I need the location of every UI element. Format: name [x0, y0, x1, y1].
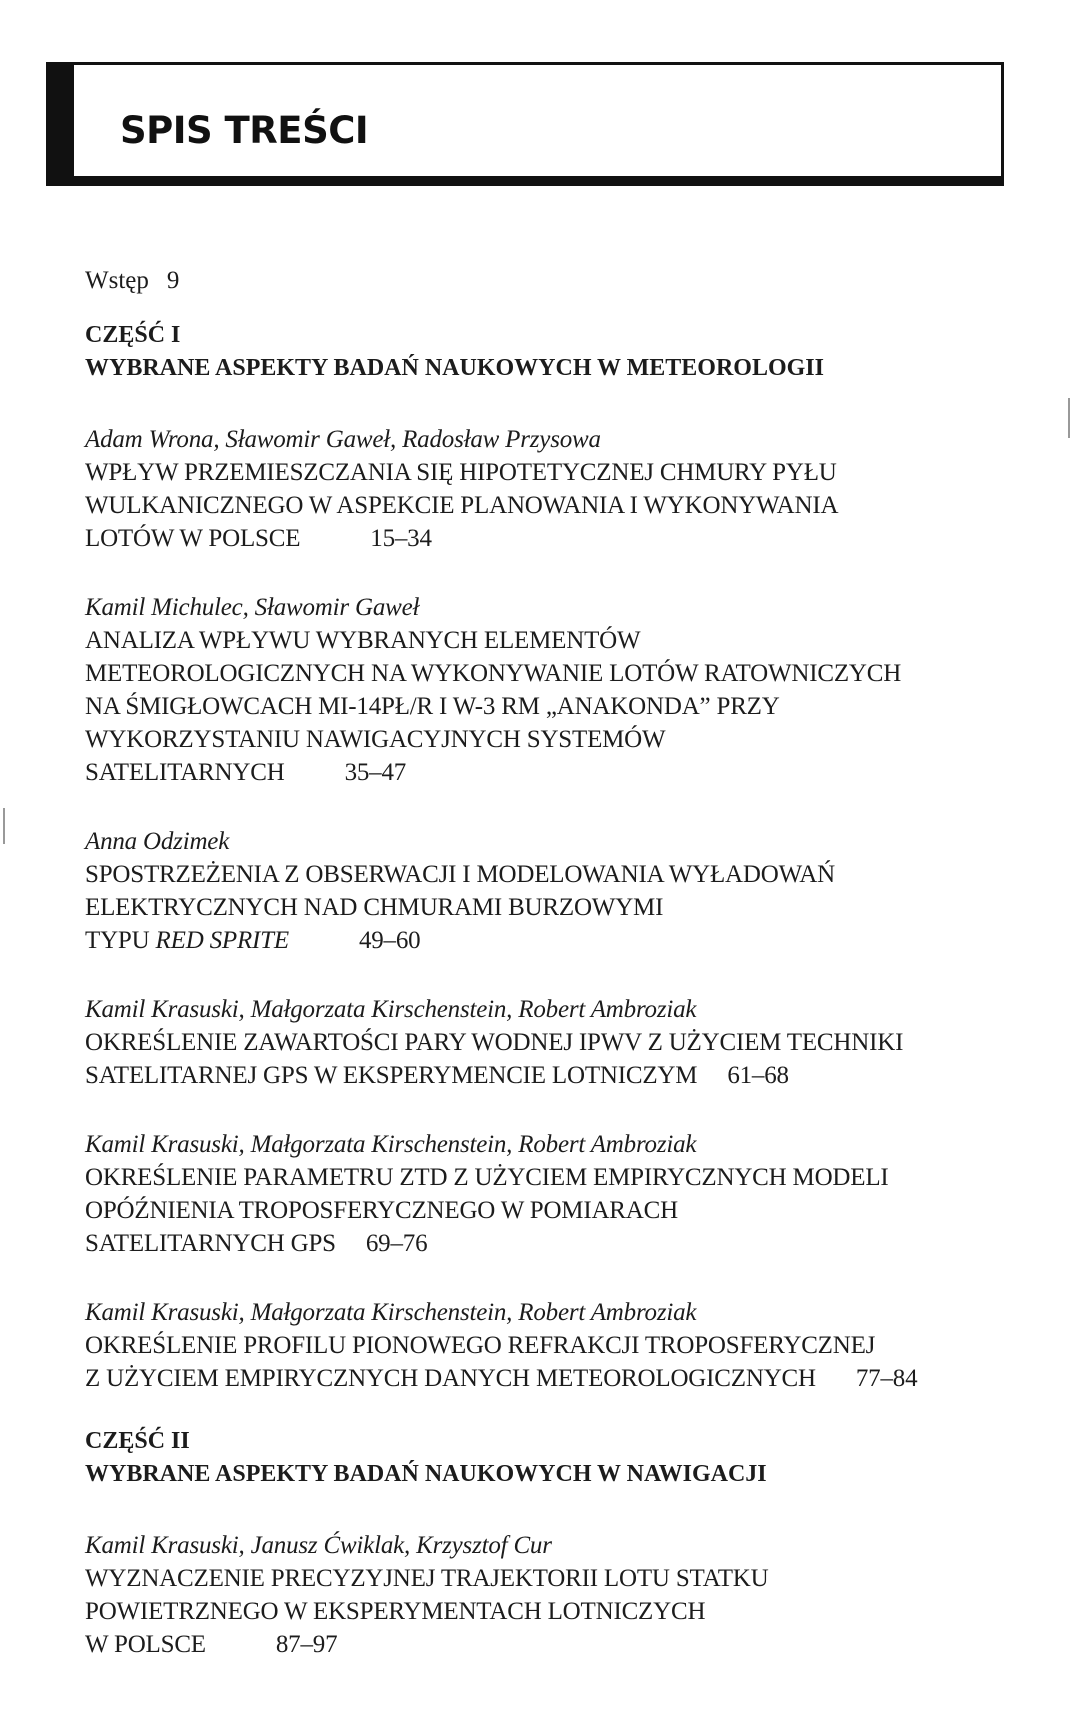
entry-title-line: W POLSCE	[85, 1631, 206, 1658]
entry-authors: Kamil Krasuski, Małgorzata Kirschenstein, Robert Ambroziak	[85, 1299, 697, 1326]
toc-entry[interactable]	[85, 825, 1015, 957]
entry-authors: Kamil Krasuski, Małgorzata Kirschenstein, Robert Ambroziak	[85, 996, 697, 1023]
entry-title-line: LOTÓW W POLSCE	[85, 525, 301, 552]
toc-entry[interactable]	[85, 1529, 1015, 1661]
intro-label: Wstęp	[85, 267, 149, 294]
entry-title-line: WPŁYW PRZEMIESZCZANIA SIĘ HIPOTETYCZNEJ CHMURY PYŁU	[85, 459, 837, 486]
toc-entry[interactable]	[85, 993, 1015, 1092]
entry-pages: 61–68	[727, 1062, 789, 1089]
part-title: WYBRANE ASPEKTY BADAŃ NAUKOWYCH W METEOROLOGII	[85, 355, 824, 381]
entry-title-line: OKREŚLENIE PROFILU PIONOWEGO REFRAKCJI TROPOSFERYCZNEJ	[85, 1332, 876, 1359]
toc-entry[interactable]	[85, 423, 1015, 555]
entry-authors: Adam Wrona, Sławomir Gaweł, Radosław Przysowa	[85, 426, 601, 453]
entry-title-line: SATELITARNYCH GPS	[85, 1230, 336, 1257]
entry-title-prefix: TYPU	[85, 927, 156, 954]
entry-title-line: OPÓŹNIENIA TROPOSFERYCZNEGO W POMIARACH	[85, 1197, 678, 1224]
entry-title-line: SPOSTRZEŻENIA Z OBSERWACJI I MODELOWANIA WYŁADOWAŃ	[85, 861, 835, 888]
entry-pages: 77–84	[855, 1365, 918, 1392]
entry-title-line: ELEKTRYCZNYCH NAD CHMURAMI BURZOWYMI	[85, 894, 664, 921]
entry-pages: 87–97	[275, 1631, 338, 1658]
toc-entry[interactable]	[85, 1128, 1015, 1260]
entry-title-line: SATELITARNEJ GPS W EKSPERYMENCIE LOTNICZYM	[85, 1062, 698, 1089]
part-label: CZĘŚĆ II	[85, 1428, 190, 1454]
entry-title-line: OKREŚLENIE ZAWARTOŚCI PARY WODNEJ IPWV Z UŻYCIEM TECHNIKI	[85, 1029, 904, 1056]
entry-pages: 15–34	[370, 525, 432, 552]
entry-title-line: Z UŻYCIEM EMPIRYCZNYCH DANYCH METEOROLOGICZNYCH	[85, 1365, 816, 1392]
toc-entry[interactable]	[85, 591, 1015, 789]
part-title: WYBRANE ASPEKTY BADAŃ NAUKOWYCH W NAWIGACJI	[85, 1461, 767, 1487]
entry-title-line: WYZNACZENIE PRECYZYJNEJ TRAJEKTORII LOTU STATKU	[85, 1565, 769, 1592]
entry-title-line: POWIETRZNEGO W EKSPERYMENTACH LOTNICZYCH	[85, 1598, 706, 1625]
entry-title-line: WYKORZYSTANIU NAWIGACYJNYCH SYSTEMÓW	[85, 726, 666, 753]
page-title: SPIS TREŚCI	[120, 109, 369, 152]
intro-page: 9	[166, 267, 180, 294]
entry-authors: Kamil Krasuski, Małgorzata Kirschenstein, Robert Ambroziak	[85, 1131, 697, 1158]
scan-speck	[1068, 398, 1070, 438]
entry-title-line: NA ŚMIGŁOWCACH MI-14PŁ/R I W-3 RM „ANAKONDA” PRZY	[85, 693, 780, 720]
entry-pages: 35–47	[344, 759, 407, 786]
table-of-contents	[85, 264, 1015, 1697]
toc-entry[interactable]	[85, 1296, 1015, 1395]
entry-title-line: METEOROLOGICZNYCH NA WYKONYWANIE LOTÓW RATOWNICZYCH	[85, 660, 902, 687]
entry-authors: Kamil Krasuski, Janusz Ćwiklak, Krzysztof Cur	[85, 1532, 552, 1559]
entry-pages: 69–76	[365, 1230, 428, 1257]
scan-speck	[3, 808, 5, 844]
entry-title-italic: RED SPRITE	[155, 927, 289, 954]
toc-intro[interactable]	[85, 264, 1015, 297]
entry-title-line: ANALIZA WPŁYWU WYBRANYCH ELEMENTÓW	[85, 627, 641, 654]
entry-authors: Kamil Michulec, Sławomir Gaweł	[85, 594, 420, 621]
entry-authors: Anna Odzimek	[85, 828, 230, 855]
header-frame	[46, 62, 1004, 186]
part-label: CZĘŚĆ I	[85, 322, 181, 348]
entry-title-line: WULKANICZNEGO W ASPEKCIE PLANOWANIA I WYKONYWANIA	[85, 492, 839, 519]
entry-title-line: OKREŚLENIE PARAMETRU ZTD Z UŻYCIEM EMPIRYCZNYCH MODELI	[85, 1164, 889, 1191]
entry-pages: 49–60	[358, 927, 421, 954]
entry-title-line: SATELITARNYCH	[85, 759, 285, 786]
